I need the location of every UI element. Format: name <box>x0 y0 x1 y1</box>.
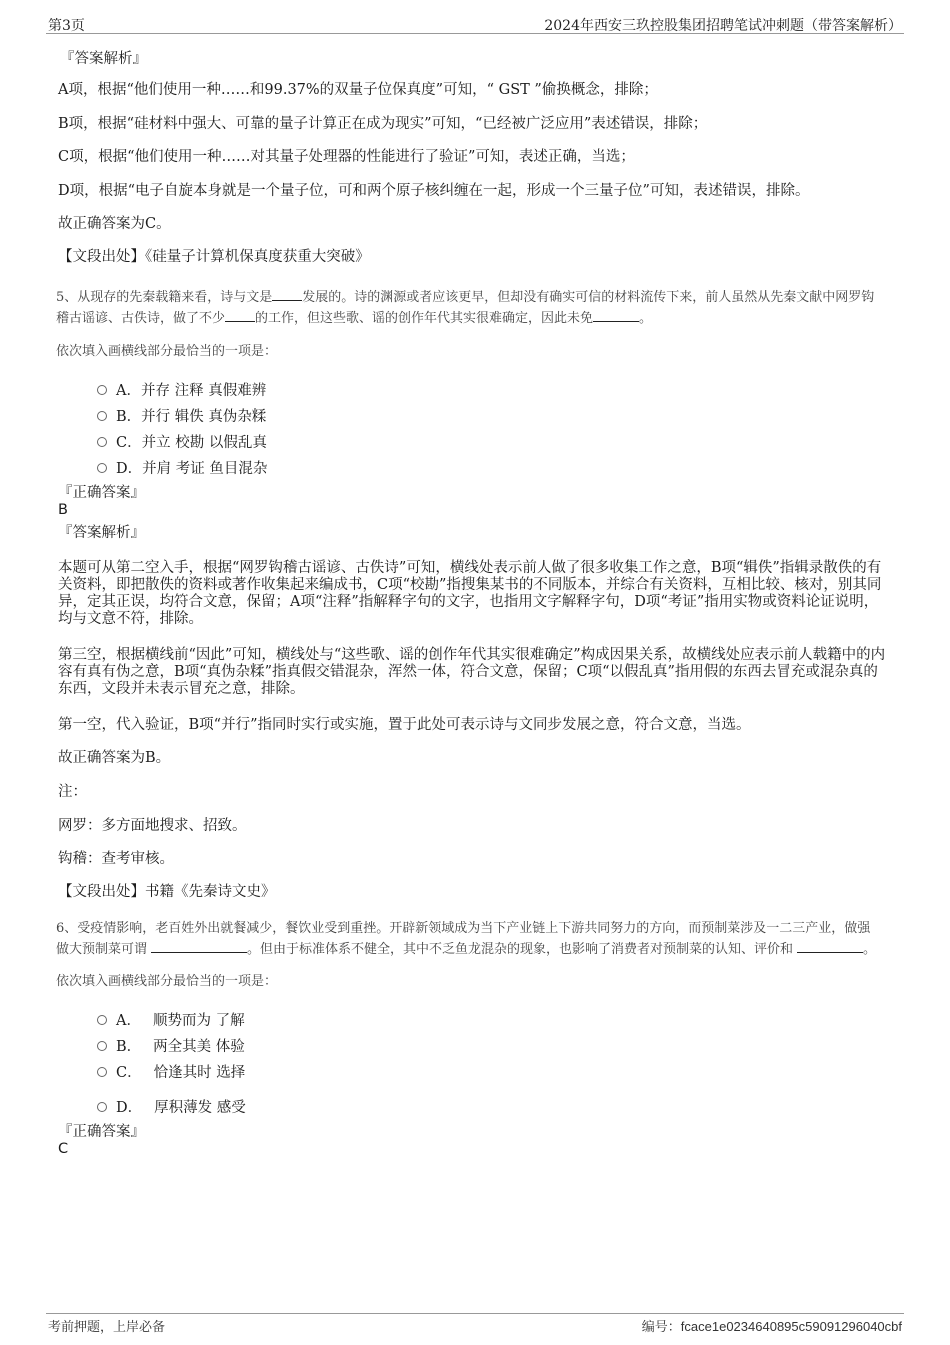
option-text: 并存 注释 真假难辨 <box>140 383 267 399</box>
q5-analysis-para-3: 第一空，代入验证，B项“并行”指同时实行或实施，置于此处可表示诗与文同步发展之意，符合文意，当选。 <box>58 717 751 733</box>
radio-icon[interactable] <box>97 437 107 447</box>
q6-stem-part: 。 <box>863 942 877 957</box>
q4-analysis-title: 『答案解析』 <box>60 51 147 67</box>
q5-stem-part: 稽古谣谚、古佚诗，做了不少 <box>56 311 226 326</box>
option-letter: B． <box>116 1039 142 1055</box>
header-divider <box>46 33 904 34</box>
radio-icon[interactable] <box>97 463 107 473</box>
q5-analysis-para-2: 第三空，根据横线前“因此”可知，横线处与“这些歌、谣的创作年代其实很难确定”构成因果关系，故横线处应表示前人载籍中的内容有真有伪之意，B项“真伪杂糅”指真假交错混杂，浑然一体，符合文意，保留；C项“以假乱真”指用假的东西去冒充或混杂真的东西，文段并未表示冒充之意，排除。 <box>58 647 886 697</box>
q4-source: 【文段出处】《硅量子计算机保真度获重大突破》 <box>58 249 370 265</box>
footer-divider <box>46 1313 904 1314</box>
q5-stem-part: 5、从现存的先秦载籍来看，诗与文是 <box>56 290 273 305</box>
q5-option-d[interactable] <box>97 457 267 478</box>
option-letter: A． <box>116 383 141 399</box>
q6-stem <box>56 918 916 960</box>
q5-stem <box>56 287 906 329</box>
radio-icon[interactable] <box>97 411 107 421</box>
q5-option-c[interactable] <box>97 431 267 452</box>
option-letter: A． <box>116 1013 141 1029</box>
q5-option-b[interactable] <box>97 405 266 426</box>
q6-option-b[interactable] <box>97 1035 245 1056</box>
radio-icon[interactable] <box>97 1041 107 1051</box>
option-text: 并行 辑佚 真伪杂糅 <box>141 409 267 425</box>
option-text: 两全其美 体验 <box>153 1039 245 1055</box>
q5-answer: B <box>58 502 68 518</box>
q4-conclusion: 故正确答案为C。 <box>58 216 171 232</box>
q5-analysis-para-1: 本题可从第二空入手，根据“网罗钩稽古谣谚、古佚诗”可知，横线处表示前人做了很多收集工作之意，B项“辑佚”指辑录散佚的有关资料，即把散佚的资料或著作收集起来编成书，C项“校勘”指搜集某书的不同版本，并综合有关资料，互相比较、核对，别其同异，定其正误，均符合文意，保留；A项“注释”指解释字句的文字，也指用文字解释字句，D项“考证”指用实物或资料论证说明，均与文意不符，排除。 <box>58 560 882 627</box>
q6-stem-part: 做大预制菜可谓 <box>56 942 148 957</box>
q5-note-2: 钩稽：查考审核。 <box>58 851 174 867</box>
radio-icon[interactable] <box>97 1067 107 1077</box>
document-title: 2024年西安三玖控股集团招聘笔试冲刺题（带答案解析） <box>544 18 902 34</box>
q5-analysis-title: 『答案解析』 <box>58 525 145 541</box>
footer-code-label: 编号： <box>641 1320 681 1335</box>
q4-analysis-line-c: C项，根据“他们使用一种……对其量子处理器的性能进行了验证”可知，表述正确，当选； <box>58 149 635 165</box>
q5-stem-part: 。 <box>639 311 653 326</box>
q6-blank-2 <box>797 939 863 953</box>
footer-slogan: 考前押题，上岸必备 <box>48 1320 166 1335</box>
option-text: 恰逢其时 选择 <box>153 1065 246 1081</box>
q5-source: 【文段出处】书籍《先秦诗文史》 <box>58 884 276 900</box>
option-text: 并立 校勘 以假乱真 <box>141 435 267 451</box>
q4-analysis-line-b: B项，根据“硅材料中强大、可靠的量子计算正在成为现实”可知，“已经被广泛应用”表述错误，排除； <box>58 116 708 132</box>
radio-icon[interactable] <box>97 1102 107 1112</box>
q6-instruction: 依次填入画横线部分最恰当的一项是： <box>56 974 278 989</box>
q5-note-1: 网罗：多方面地搜求、招致。 <box>58 818 247 834</box>
option-letter: B． <box>116 409 142 425</box>
q5-conclusion: 故正确答案为B。 <box>58 750 171 766</box>
q5-stem-part: 的工作，但这些歌、谣的创作年代其实很难确定，因此未免 <box>255 311 594 326</box>
option-letter: C． <box>116 435 142 451</box>
option-letter: D． <box>116 1100 143 1116</box>
q5-note-title: 注： <box>58 784 87 800</box>
q4-analysis-line-d: D项，根据“电子自旋本身就是一个量子位，可和两个原子核纠缠在一起，形成一个三量子位”可知，表述错误，排除。 <box>58 183 810 199</box>
q6-option-d[interactable] <box>97 1096 246 1117</box>
q5-instruction: 依次填入画横线部分最恰当的一项是： <box>56 344 278 359</box>
q5-blank-1 <box>272 287 302 301</box>
footer-code-value: fcace1e0234640895c59091296040cbf <box>680 1319 902 1334</box>
option-letter: D． <box>116 461 143 477</box>
q6-option-c[interactable] <box>97 1061 245 1082</box>
q6-stem-part: 6、受疫情影响，老百姓外出就餐减少，餐饮业受到重挫。开辟新领域成为当下产业链上下游共同努力的方向，而预制菜涉及一二三产业，做强 <box>56 921 871 936</box>
q5-option-a[interactable] <box>97 379 266 400</box>
option-text: 并肩 考证 鱼目混杂 <box>142 461 268 477</box>
q6-stem-part: 。但由于标准体系不健全，其中不乏鱼龙混杂的现象，也影响了消费者对预制菜的认知、评价和 <box>247 942 794 957</box>
footer-code <box>642 1316 902 1335</box>
q6-answer: C <box>58 1141 69 1157</box>
q4-analysis-line-a: A项，根据“他们使用一种……和99.37%的双量子位保真度”可知，“ GST ”偷换概念，排除； <box>58 82 658 98</box>
q5-blank-2 <box>225 308 255 322</box>
radio-icon[interactable] <box>97 385 107 395</box>
q6-answer-title: 『正确答案』 <box>58 1124 145 1140</box>
radio-icon[interactable] <box>97 1015 107 1025</box>
q6-blank-1 <box>151 939 247 953</box>
option-letter: C． <box>116 1065 142 1081</box>
page-number: 第3页 <box>48 18 85 34</box>
q5-blank-3 <box>593 308 639 322</box>
q6-option-a[interactable] <box>97 1009 245 1030</box>
q5-stem-part: 发展的。诗的渊源或者应该更早，但却没有确实可信的材料流传下来，前人虽然从先秦文献中网罗钩 <box>302 290 875 305</box>
q5-answer-title: 『正确答案』 <box>58 485 145 501</box>
option-text: 厚积薄发 感受 <box>154 1100 246 1116</box>
option-text: 顺势而为 了解 <box>152 1013 245 1029</box>
